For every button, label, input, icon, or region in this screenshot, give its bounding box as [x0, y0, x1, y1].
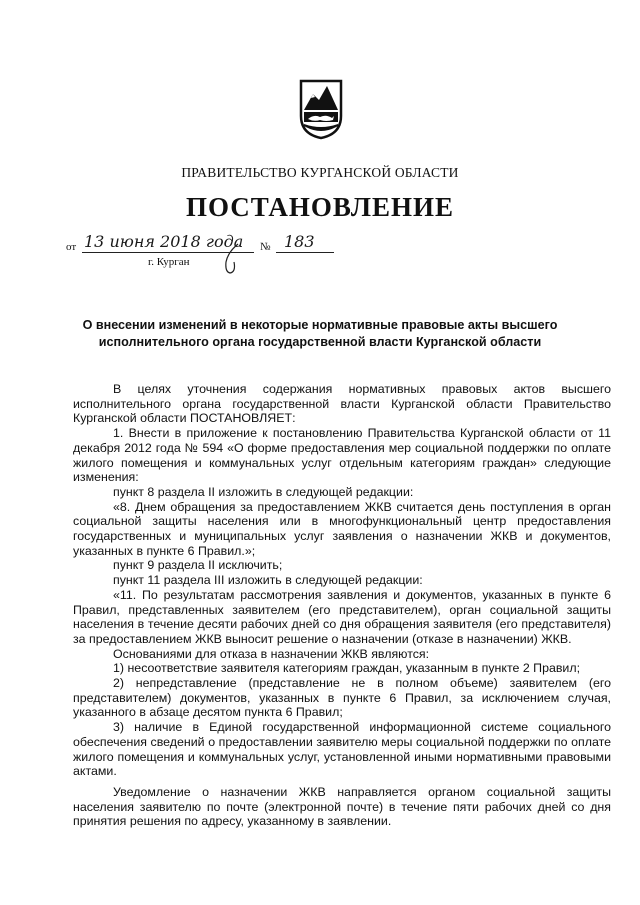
- signature-mark: [220, 242, 246, 276]
- paragraph: 3) наличие в Единой государственной информационной системе социального обеспечения сведений о предоставлении заявителю меры социальной поддержки по оплате жилого помещения и коммунальных услуг, установленной иными нормативными правовыми актами.: [73, 720, 611, 779]
- paragraph: 2) непредставление (представление не в полном объеме) заявителем (его представителем) документов, указанных в пункте 6 Правил, за исключением случая, указанного в абзаце десятом пункта 6 Правил;: [73, 676, 611, 720]
- paragraph: пункт 8 раздела II изложить в следующей редакции:: [113, 484, 414, 499]
- paragraph: пункт 11 раздела III изложить в следующей редакции:: [113, 573, 423, 588]
- organization-name: ПРАВИТЕЛЬСТВО КУРГАНСКОЙ ОБЛАСТИ: [181, 165, 459, 180]
- paragraph: 1) несоответствие заявителя категориям граждан, указанным в пункте 2 Правил;: [113, 661, 581, 676]
- document-type: ПОСТАНОВЛЕНИЕ: [185, 192, 455, 222]
- paragraph: В целях уточнения содержания нормативных правовых актов высшего исполнительного органа государственной власти Курганской области Правительство Курганской области ПОСТАНОВЛЯЕТ:: [73, 382, 611, 426]
- paragraph: «8. Днем обращения за предоставлением ЖКВ считается день поступления в орган социальной защиты населения или в многофункциональный центр предоставления государственных и муниципальных услуг заявления о назначении ЖКВ и документов, указанных в пункте 6 Правил.»;: [73, 499, 611, 558]
- date-from-label: от: [66, 241, 77, 253]
- paragraph: «11. По результатам рассмотрения заявления и документов, указанных в пункте 6 Правил, представленных заявителем (его представителем), орган социальной защиты населения в течение десяти рабочих дней со дня обращения заявителя (его представителя) за предоставлением ЖКВ выносит решение о назначении (отказе в назначении) ЖКВ.: [73, 587, 611, 646]
- coat-of-arms-icon: [298, 78, 344, 140]
- date-line: [66, 232, 366, 272]
- number-underline: [276, 252, 334, 253]
- document-body: [73, 382, 611, 829]
- paragraph: Основаниями для отказа в назначении ЖКВ являются:: [113, 646, 430, 661]
- handwritten-number: 183: [284, 232, 315, 251]
- paragraph: 1. Внести в приложение к постановлению Правительства Курганской области от 11 декабря 2012 года № 594 «О форме предоставления мер социальной поддержки по оплате жилого помещения и коммунальных услуг отдельным категориям граждан» следующие изменения:: [73, 426, 611, 485]
- paragraph: пункт 9 раздела II исключить;: [113, 558, 283, 573]
- paragraph: Уведомление о назначении ЖКВ направляется органом социальной защиты населения заявителю по почте (электронной почте) в течение пяти рабочих дней со дня принятия решения по адресу, указанному в заявлении.: [73, 784, 611, 829]
- city-label: г. Курган: [148, 256, 190, 268]
- document-title: О внесении изменений в некоторые нормативные правовые акты высшего исполнительного органа государственной власти Курганской области: [82, 318, 558, 349]
- number-label: №: [260, 241, 271, 253]
- handwritten-date: 13 июня 2018 года: [84, 232, 244, 251]
